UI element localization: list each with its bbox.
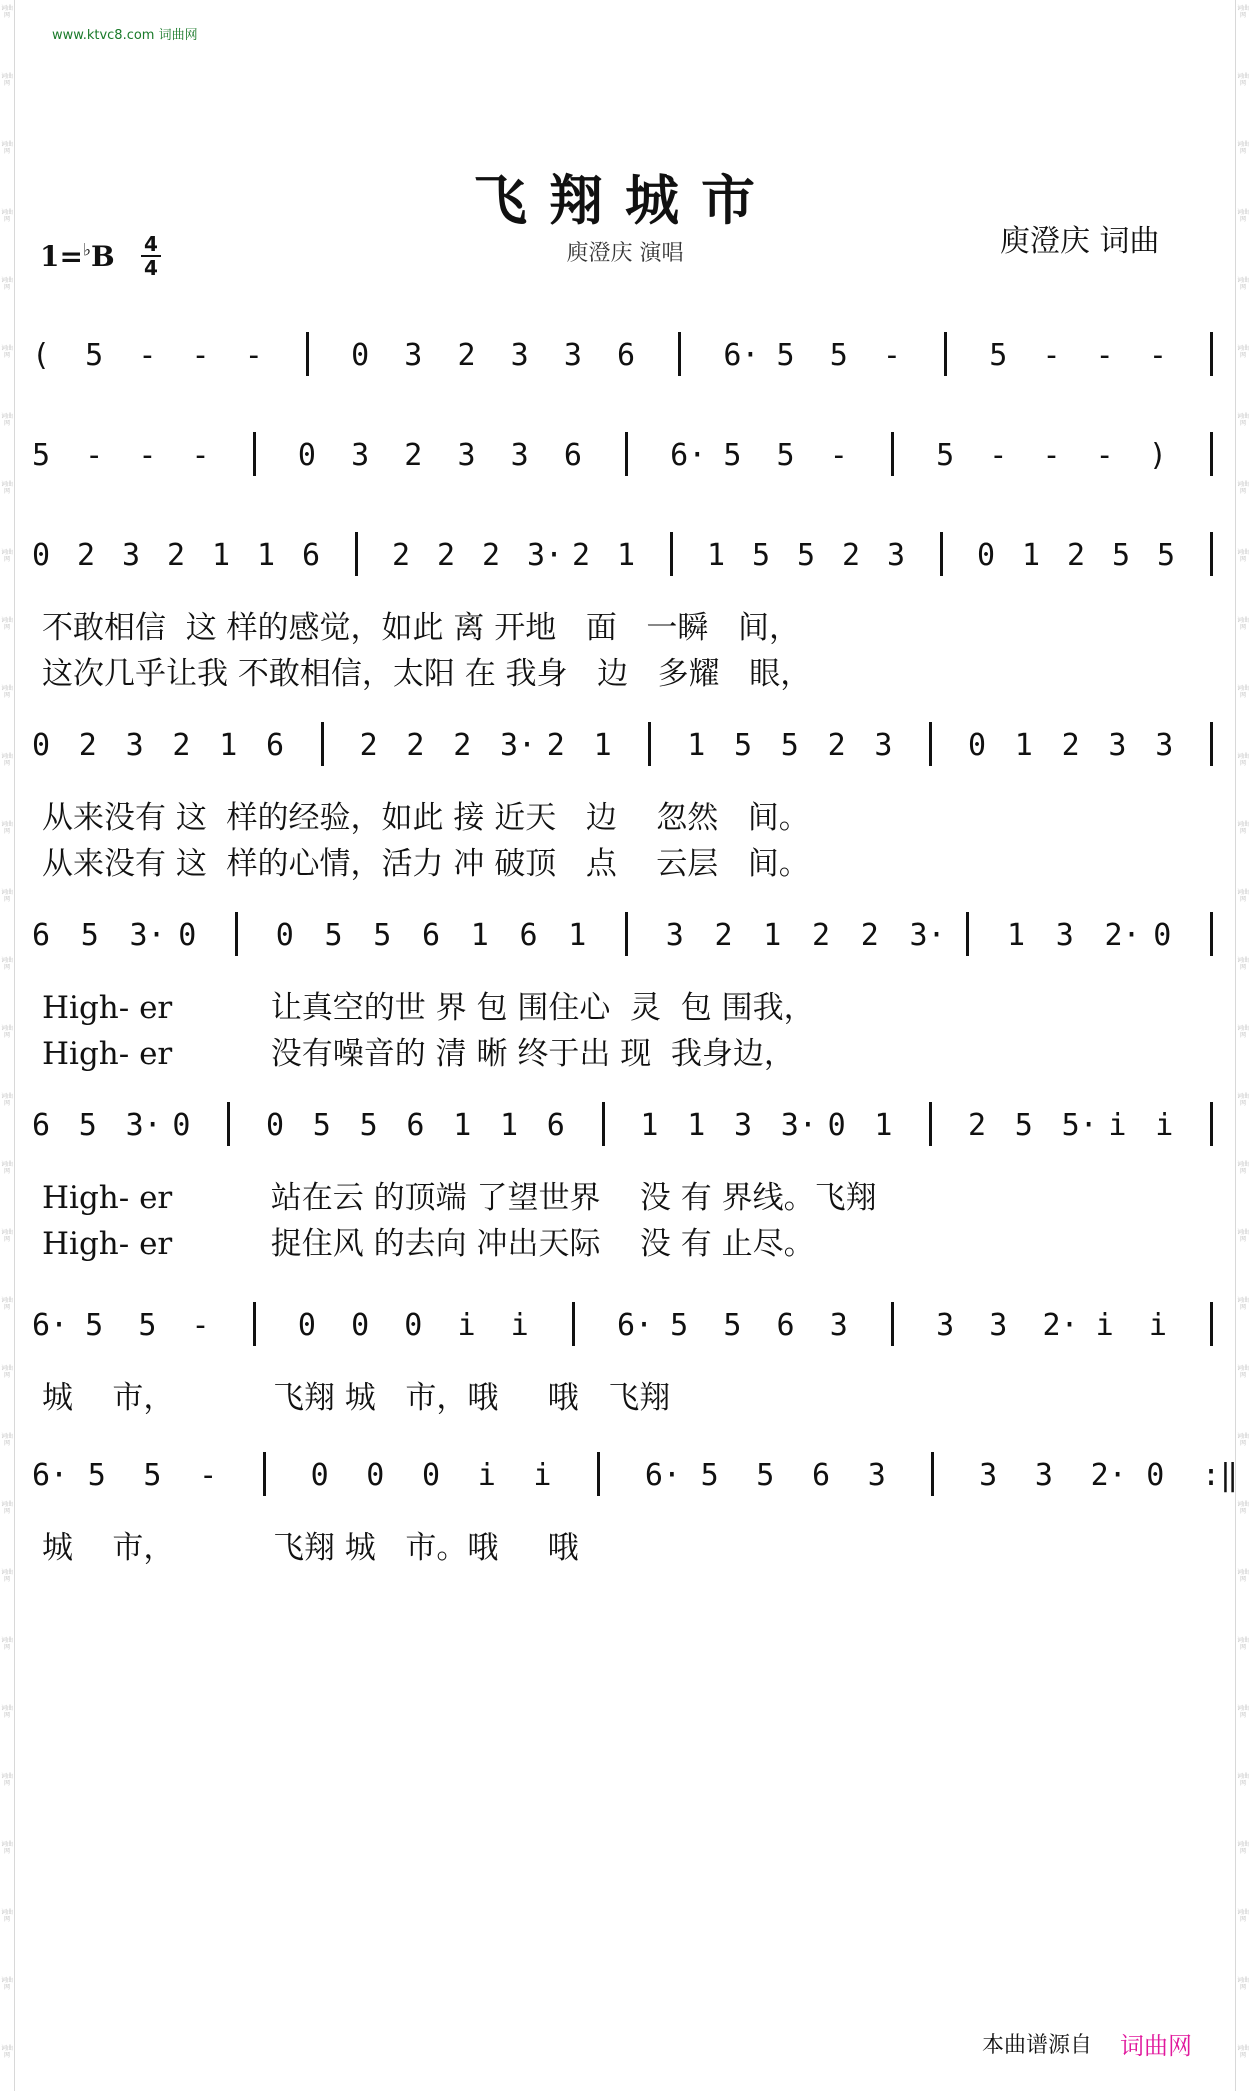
note: 5	[87, 1458, 106, 1493]
note: 0	[351, 338, 370, 373]
watermark-text: 词曲网	[1237, 1365, 1250, 1379]
watermark-text: 词曲网	[1, 1433, 14, 1447]
note: 0	[266, 1108, 285, 1143]
note: i	[477, 1458, 496, 1493]
note: 5	[780, 728, 799, 763]
note: 3	[404, 338, 423, 373]
note: 2	[842, 538, 861, 573]
note: 5	[85, 338, 104, 373]
barline	[321, 722, 324, 766]
watermark-text: 词曲网	[1237, 73, 1250, 87]
note: 0	[366, 1458, 385, 1493]
note: 2	[392, 538, 411, 573]
note: 3	[989, 1308, 1008, 1343]
note: 6·	[723, 338, 760, 373]
note: 3	[457, 438, 476, 473]
note: -	[191, 438, 210, 473]
note: 2	[714, 918, 733, 953]
lyric-line: High- er 让真空的世 界 包 围住心 灵 包 围我，	[42, 990, 815, 1026]
key-signature	[40, 240, 115, 273]
note: i	[1108, 1108, 1127, 1143]
barline	[1210, 1302, 1213, 1346]
note: 6	[563, 438, 582, 473]
watermark-text: 词曲网	[1, 2045, 14, 2059]
watermark-text: 词曲网	[1, 1705, 14, 1719]
watermark-text: 词曲网	[1, 1773, 14, 1787]
note: 5	[143, 1458, 162, 1493]
note: 1	[707, 538, 726, 573]
note: 0	[275, 918, 294, 953]
note: -	[989, 438, 1008, 473]
barline	[891, 432, 894, 476]
note: 2·	[1090, 1458, 1127, 1493]
note: 3	[829, 1308, 848, 1343]
note: 5	[723, 438, 742, 473]
barline	[1210, 332, 1213, 376]
right-margin-watermark	[1235, 0, 1250, 2091]
barline	[929, 722, 932, 766]
barline	[625, 432, 628, 476]
lyric-line: High- er 站在云 的顶端 了望世界 没 有 界线。飞翔	[42, 1180, 877, 1216]
note: 2	[77, 538, 96, 573]
watermark-text: 词曲网	[1237, 1637, 1250, 1651]
lyric-line: High- er 没有噪音的 清 晰 终于出 现 我身边，	[42, 1036, 795, 1072]
note: 6·	[644, 1458, 681, 1493]
note: 6	[266, 728, 285, 763]
note: 6·	[670, 438, 707, 473]
note: 5	[776, 338, 795, 373]
watermark-text: 词曲网	[1237, 1297, 1250, 1311]
barline	[602, 1102, 605, 1146]
note: 3	[936, 1308, 955, 1343]
note: 2	[812, 918, 831, 953]
note: 0	[827, 1108, 846, 1143]
barline	[929, 1102, 932, 1146]
note: 2	[1067, 538, 1086, 573]
note: -	[1042, 338, 1061, 373]
score-system	[0, 430, 1250, 530]
note: 0	[977, 538, 996, 573]
watermark-text: 词曲网	[1237, 345, 1250, 359]
watermark-text: 词曲网	[1237, 2045, 1250, 2059]
watermark-text: 词曲网	[1, 1229, 14, 1243]
note: 5	[138, 1308, 157, 1343]
note: 5	[797, 538, 816, 573]
note: 1	[568, 918, 587, 953]
note: 0	[310, 1458, 329, 1493]
note: 0	[32, 728, 51, 763]
note: i	[457, 1308, 476, 1343]
note: 2	[406, 728, 425, 763]
note: 3	[979, 1458, 998, 1493]
note: :‖	[1202, 1458, 1239, 1493]
watermark-text: 词曲网	[1237, 1161, 1250, 1175]
note: 3	[510, 338, 529, 373]
note: 3·	[780, 1108, 817, 1143]
note: i	[510, 1308, 529, 1343]
note: -	[1148, 338, 1167, 373]
note: 3	[734, 1108, 753, 1143]
watermark-text: 词曲网	[1237, 1569, 1250, 1583]
barline	[227, 1102, 230, 1146]
watermark-text: 词曲网	[1, 345, 14, 359]
note: 5	[359, 1108, 378, 1143]
source-note: 本曲谱源自	[982, 2033, 1093, 2058]
note: 1	[1014, 728, 1033, 763]
note: 3	[125, 728, 144, 763]
note: 3	[665, 918, 684, 953]
note: 1	[219, 728, 238, 763]
note: -	[1042, 438, 1061, 473]
note: 5	[85, 1308, 104, 1343]
barline	[355, 532, 358, 576]
source-site-link[interactable]: 词曲网	[1120, 2032, 1192, 2060]
singer: 庾澄庆 演唱	[566, 241, 684, 266]
note: 5	[734, 728, 753, 763]
note: 0	[968, 728, 987, 763]
note: 1	[500, 1108, 519, 1143]
note: 2·	[1042, 1308, 1079, 1343]
note: 3	[351, 438, 370, 473]
note: 1	[687, 1108, 706, 1143]
note: 2	[404, 438, 423, 473]
watermark-text: 词曲网	[1, 413, 14, 427]
key-note: B	[90, 240, 115, 273]
watermark-text: 词曲网	[1237, 1229, 1250, 1243]
note: 1	[453, 1108, 472, 1143]
note: -	[1095, 438, 1114, 473]
watermark-text: 词曲网	[1, 957, 14, 971]
note: 0	[422, 1458, 441, 1493]
barline	[253, 432, 256, 476]
barline	[625, 912, 628, 956]
note: 1	[593, 728, 612, 763]
watermark-text: 词曲网	[1237, 1909, 1250, 1923]
note: 0	[297, 438, 316, 473]
note: i	[1148, 1308, 1167, 1343]
watermark-text: 词曲网	[1237, 1977, 1250, 1991]
note: 5	[324, 918, 343, 953]
note: 0	[404, 1308, 423, 1343]
watermark-text: 词曲网	[1237, 957, 1250, 971]
note: 5	[1157, 538, 1176, 573]
barline	[931, 1452, 934, 1496]
note: 5	[700, 1458, 719, 1493]
watermark-text: 词曲网	[1237, 821, 1250, 835]
note: 2	[172, 728, 191, 763]
note: (	[32, 338, 51, 373]
note: 3	[510, 438, 529, 473]
note: 1	[470, 918, 489, 953]
note: 1	[617, 538, 636, 573]
note: 5	[1014, 1108, 1033, 1143]
note: 5	[756, 1458, 775, 1493]
lyric-line: 城 市， 飞翔 城 市。哦 哦	[42, 1530, 579, 1566]
watermark-text: 词曲网	[1, 821, 14, 835]
lyric-line: 城 市， 飞翔 城 市，哦 哦 飞翔	[42, 1380, 671, 1416]
note: 6	[812, 1458, 831, 1493]
notation-row	[0, 1100, 1250, 1148]
note: 3·	[500, 728, 537, 763]
note: 6	[519, 918, 538, 953]
note: 5	[776, 438, 795, 473]
note: 0	[1146, 1458, 1165, 1493]
note: 5	[936, 438, 955, 473]
barline	[1210, 532, 1213, 576]
note: 2	[968, 1108, 987, 1143]
site-url[interactable]: www.ktvc8.com 词曲网	[52, 28, 198, 43]
time-signature-top: 4	[144, 232, 158, 256]
note: 1	[874, 1108, 893, 1143]
watermark-text: 词曲网	[1237, 413, 1250, 427]
note: 2	[482, 538, 501, 573]
note: -	[138, 338, 157, 373]
note: 5	[829, 338, 848, 373]
watermark-text: 词曲网	[1237, 5, 1250, 19]
watermark-text: 词曲网	[1, 889, 14, 903]
barline	[253, 1302, 256, 1346]
watermark-text: 词曲网	[1237, 277, 1250, 291]
notation-row	[0, 1300, 1250, 1348]
note: 2	[78, 728, 97, 763]
note: 6·	[32, 1308, 69, 1343]
watermark-text: 词曲网	[1237, 141, 1250, 155]
notation-row	[0, 720, 1250, 768]
note: 2	[827, 728, 846, 763]
watermark-text: 词曲网	[1237, 1705, 1250, 1719]
lyric-line: 不敢相信 这 样的感觉，如此 离 开地 面 一瞬 间，	[42, 610, 800, 646]
note: 5	[752, 538, 771, 573]
barline	[1210, 1102, 1213, 1146]
barline	[1210, 432, 1213, 476]
watermark-text: 词曲网	[1, 617, 14, 631]
watermark-text: 词曲网	[1, 1297, 14, 1311]
watermark-text: 词曲网	[1237, 481, 1250, 495]
note: -	[882, 338, 901, 373]
note: 3·	[527, 538, 564, 573]
note: 1	[763, 918, 782, 953]
watermark-text: 词曲网	[1, 1161, 14, 1175]
watermark-text: 词曲网	[1, 481, 14, 495]
watermark-text: 词曲网	[1, 685, 14, 699]
barline	[1210, 722, 1213, 766]
watermark-text: 词曲网	[1, 5, 14, 19]
note: 3·	[125, 1108, 162, 1143]
note: 2	[453, 728, 472, 763]
note: -	[191, 338, 210, 373]
note: 2	[572, 538, 591, 573]
note: )	[1148, 438, 1167, 473]
score-system	[0, 330, 1250, 430]
watermark-text: 词曲网	[1237, 685, 1250, 699]
left-margin-watermark	[0, 0, 15, 2091]
barline	[572, 1302, 575, 1346]
note: 3	[1108, 728, 1127, 763]
note: -	[85, 438, 104, 473]
notation-row	[0, 1450, 1250, 1498]
note: 6	[302, 538, 321, 573]
note: 0	[172, 1108, 191, 1143]
watermark-text: 词曲网	[1, 1909, 14, 1923]
barline	[891, 1302, 894, 1346]
song-title: 飞翔城市	[473, 168, 777, 232]
watermark-text: 词曲网	[1, 141, 14, 155]
note: 6	[776, 1308, 795, 1343]
note: 6	[32, 1108, 51, 1143]
note: 5	[1112, 538, 1131, 573]
note: 5	[78, 1108, 97, 1143]
note: 1	[1022, 538, 1041, 573]
note: 3·	[909, 918, 946, 953]
note: -	[1095, 338, 1114, 373]
note: -	[138, 438, 157, 473]
lyricist-composer-credit: 庾澄庆 词曲	[1000, 224, 1160, 259]
watermark-text: 词曲网	[1237, 209, 1250, 223]
watermark-text: 词曲网	[1237, 549, 1250, 563]
key-prefix: 1=	[40, 240, 83, 273]
barline	[678, 332, 681, 376]
note: 0	[32, 538, 51, 573]
note: 5	[670, 1308, 689, 1343]
watermark-text: 词曲网	[1, 1501, 14, 1515]
note: 6	[546, 1108, 565, 1143]
note: 5	[723, 1308, 742, 1343]
note: 3	[867, 1458, 886, 1493]
note: 3	[874, 728, 893, 763]
note: 2	[359, 728, 378, 763]
watermark-text: 词曲网	[1237, 753, 1250, 767]
note: i	[1155, 1108, 1174, 1143]
note: -	[191, 1308, 210, 1343]
note: 1	[257, 538, 276, 573]
note: 3	[1055, 918, 1074, 953]
watermark-text: 词曲网	[1237, 1093, 1250, 1107]
lyric-line: 从来没有 这 样的心情，活力 冲 破顶 点 云层 间。	[42, 846, 810, 882]
note: -	[244, 338, 263, 373]
note: 5	[989, 338, 1008, 373]
lyric-line: 这次几乎让我 不敢相信，太阳 在 我身 边 多耀 眼，	[42, 656, 812, 692]
watermark-text: 词曲网	[1237, 1025, 1250, 1039]
lyric-line: High- er 捉住风 的去向 冲出天际 没 有 止尽。	[42, 1226, 815, 1262]
note: 1	[212, 538, 231, 573]
note: i	[533, 1458, 552, 1493]
barline	[235, 912, 238, 956]
note: -	[199, 1458, 218, 1493]
note: 2	[437, 538, 456, 573]
barline	[597, 1452, 600, 1496]
note: 3	[563, 338, 582, 373]
note: 6	[422, 918, 441, 953]
watermark-text: 词曲网	[1237, 1773, 1250, 1787]
note: 5	[373, 918, 392, 953]
time-signature-bottom: 4	[144, 256, 158, 280]
barline	[670, 532, 673, 576]
note: 5	[80, 918, 99, 953]
barline	[648, 722, 651, 766]
watermark-text: 词曲网	[1237, 617, 1250, 631]
note: 6	[32, 918, 51, 953]
note: 6·	[32, 1458, 69, 1493]
note: 3	[1034, 1458, 1053, 1493]
notation-row	[0, 530, 1250, 578]
note: -	[829, 438, 848, 473]
note: i	[1095, 1308, 1114, 1343]
note: 2	[1061, 728, 1080, 763]
watermark-text: 词曲网	[1, 73, 14, 87]
barline	[940, 532, 943, 576]
time-signature	[141, 234, 161, 278]
watermark-text: 词曲网	[1, 1977, 14, 1991]
watermark-text: 词曲网	[1237, 889, 1250, 903]
watermark-text: 词曲网	[1, 1841, 14, 1855]
flat-sign: ♭	[82, 240, 91, 261]
watermark-text: 词曲网	[1, 277, 14, 291]
note: 0	[297, 1308, 316, 1343]
score-system	[0, 1450, 1250, 1566]
note: 6	[617, 338, 636, 373]
watermark-text: 词曲网	[1237, 1433, 1250, 1447]
barline	[1210, 912, 1213, 956]
watermark-text: 词曲网	[1, 1637, 14, 1651]
barline	[306, 332, 309, 376]
watermark-text: 词曲网	[1, 209, 14, 223]
note: 2	[167, 538, 186, 573]
note: 0	[1153, 918, 1172, 953]
barline	[966, 912, 969, 956]
watermark-text: 词曲网	[1, 1025, 14, 1039]
note: 1	[687, 728, 706, 763]
watermark-text: 词曲网	[1, 1365, 14, 1379]
note: 5	[32, 438, 51, 473]
watermark-text: 词曲网	[1, 1093, 14, 1107]
score-system	[0, 1300, 1250, 1416]
watermark-text: 词曲网	[1, 549, 14, 563]
note: 3	[887, 538, 906, 573]
note: 3·	[129, 918, 166, 953]
lyric-line: 从来没有 这 样的经验，如此 接 近天 边 忽然 间。	[42, 800, 810, 836]
watermark-text: 词曲网	[1237, 1841, 1250, 1855]
notation-row	[0, 330, 1250, 378]
note: 1	[640, 1108, 659, 1143]
note: 1	[1007, 918, 1026, 953]
note: 6·	[617, 1308, 654, 1343]
note: 5·	[1061, 1108, 1098, 1143]
note: 2	[860, 918, 879, 953]
notation-row	[0, 910, 1250, 958]
notation-row	[0, 430, 1250, 478]
note: 3	[1155, 728, 1174, 763]
note: 0	[178, 918, 197, 953]
note: 2	[457, 338, 476, 373]
note: 0	[351, 1308, 370, 1343]
watermark-text: 词曲网	[1, 1569, 14, 1583]
note: 2	[546, 728, 565, 763]
note: 3	[122, 538, 141, 573]
note: 6	[406, 1108, 425, 1143]
note: 5	[312, 1108, 331, 1143]
barline	[944, 332, 947, 376]
watermark-text: 词曲网	[1, 753, 14, 767]
barline	[263, 1452, 266, 1496]
note: 2·	[1104, 918, 1141, 953]
watermark-text: 词曲网	[1237, 1501, 1250, 1515]
